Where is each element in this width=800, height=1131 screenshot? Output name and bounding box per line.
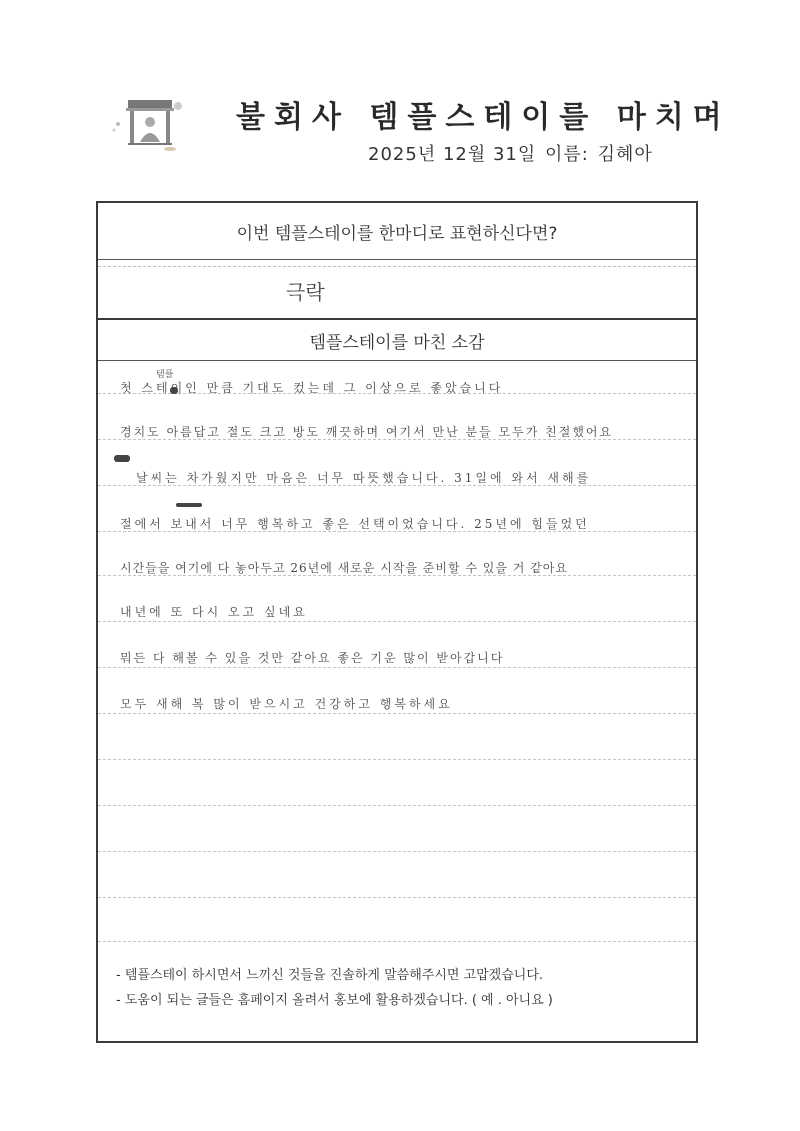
answer-line-2: 경치도 아름답고 절도 크고 방도 깨끗하며 여기서 만난 분들 모두가 친절했어요	[120, 425, 614, 439]
answer-line-5: 시간들을 여기에 다 놓아두고 26년에 새로운 시작을 준비할 수 있을 거 같아요	[120, 561, 568, 575]
ruled-line	[98, 851, 696, 852]
answer-line-1: 첫 스테이인 만큼 기대도 컸는데 그 이상으로 좋았습니다	[120, 381, 504, 395]
answer-line-4: 절에서 보내서 너무 행복하고 좋은 선택이었습니다. 25년에 힘들었던	[120, 517, 590, 531]
year-unit: 년	[417, 144, 437, 165]
ink-scribble	[176, 503, 202, 507]
feedback-form	[96, 201, 698, 1043]
question2-heading: 템플스테이를 마친 소감	[98, 320, 696, 361]
year-value: 2025	[368, 144, 418, 165]
ruled-line	[98, 621, 696, 622]
answer-line-8: 모두 새해 복 많이 받으시고 건강하고 행복하세요	[120, 697, 453, 711]
answer-line-6: 내년에 또 다시 오고 싶네요	[120, 605, 308, 619]
name-label: 이름:	[545, 144, 589, 165]
answer-line-7: 뭐든 다 해볼 수 있을 것만 같아요 좋은 기운 많이 받아갑니다	[120, 651, 505, 665]
footer-note-2: - 도움이 되는 글들은 홈페이지 올려서 홍보에 활용하겠습니다. ( 예 . 아니요 )	[116, 993, 553, 1008]
dotted-rule	[98, 266, 696, 267]
day-value: 31	[492, 144, 518, 165]
answer-line-3: 날씨는 차가웠지만 마음은 너무 따뜻했습니다. 31일에 와서 새해를	[136, 471, 592, 485]
ruled-line	[98, 941, 696, 942]
footer-note-1: - 템플스테이 하시면서 느끼신 것들을 진솔하게 말씀해주시면 고맙겠습니다.	[116, 968, 544, 983]
question2-answer-area	[98, 361, 696, 941]
name-value: 김혜아	[597, 144, 653, 165]
ruled-line	[98, 713, 696, 714]
day-unit: 일	[517, 144, 537, 165]
ruled-line	[98, 805, 696, 806]
month-unit: 월	[467, 144, 487, 165]
question1-answer-area	[98, 260, 696, 320]
handwritten-annotation: 템플	[156, 370, 174, 380]
date-and-name-line	[368, 140, 653, 166]
ruled-line	[98, 759, 696, 760]
ruled-line	[98, 667, 696, 668]
question1-heading: 이번 템플스테이를 한마디로 표현하신다면?	[98, 203, 696, 260]
form-title: 불회사 템플스테이를 마치며	[236, 100, 731, 135]
ruled-line	[98, 897, 696, 898]
temple-logo-icon	[108, 94, 186, 154]
ink-scribble	[114, 455, 130, 462]
question1-answer: 극락	[286, 280, 325, 304]
month-value: 12	[442, 144, 468, 165]
footer-notes	[116, 963, 553, 1013]
